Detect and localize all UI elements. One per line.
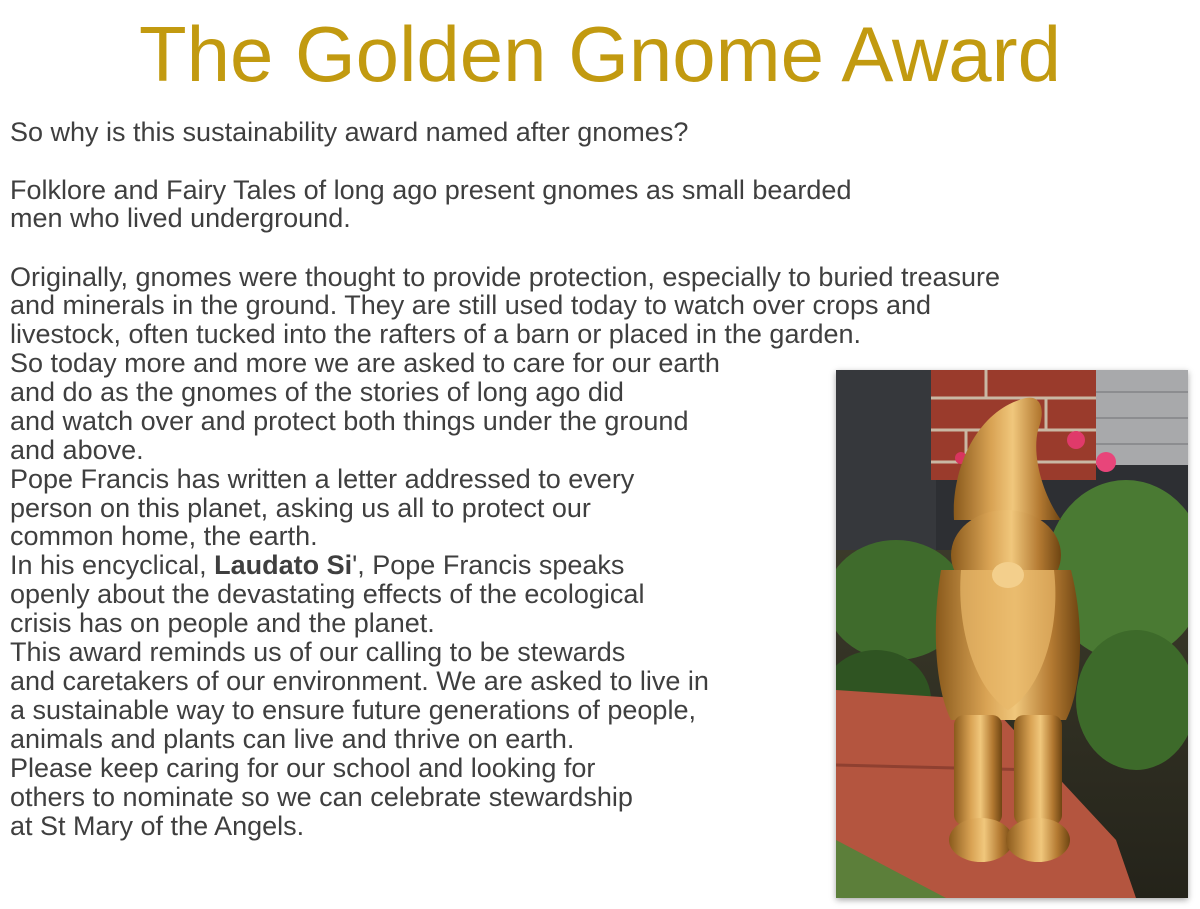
encyclical-prefix: In his encyclical, [10, 550, 215, 580]
care-line: and do as the gnomes of the stories of long ago did [10, 377, 624, 407]
award-line: This award reminds us of our calling to be stewards [10, 637, 626, 667]
award-line: a sustainable way to ensure future generations of people, [10, 695, 696, 725]
award-line: animals and plants can live and thrive on earth. [10, 724, 575, 754]
care-line: and watch over and protect both things under the ground [10, 406, 689, 436]
protection-line: Originally, gnomes were thought to provide protection, especially to buried treasure [10, 262, 1001, 292]
pope-line: person on this planet, asking us all to protect our [10, 493, 591, 523]
closing-line: others to nominate so we can celebrate stewardship [10, 782, 633, 812]
award-line: and caretakers of our environment. We are asked to live in [10, 666, 709, 696]
golden-gnome-photo [836, 370, 1188, 898]
page-title: The Golden Gnome Award [138, 10, 1062, 98]
folklore-line: men who lived underground. [10, 203, 351, 233]
encyclical-line: openly about the devastating effects of the ecological [10, 579, 645, 609]
intro-question: So why is this sustainability award named after gnomes? [10, 117, 689, 147]
closing-line: at St Mary of the Angels. [10, 811, 305, 841]
care-line: So today more and more we are asked to care for our earth [10, 348, 720, 378]
protection-line: and minerals in the ground. They are still used today to watch over crops and [10, 290, 932, 320]
folklore-line: Folklore and Fairy Tales of long ago present gnomes as small bearded [10, 175, 852, 205]
encyclical-line [10, 551, 624, 580]
pope-line: Pope Francis has written a letter addressed to every [10, 464, 635, 494]
pope-line: common home, the earth. [10, 521, 318, 551]
encyclical-suffix: ', Pope Francis speaks [352, 550, 625, 580]
encyclical-title: Laudato Si [214, 550, 353, 580]
encyclical-line: crisis has on people and the planet. [10, 608, 435, 638]
closing-line: Please keep caring for our school and looking for [10, 753, 596, 783]
care-line: and above. [10, 435, 144, 465]
protection-line: livestock, often tucked into the rafters of a barn or placed in the garden. [10, 319, 862, 349]
